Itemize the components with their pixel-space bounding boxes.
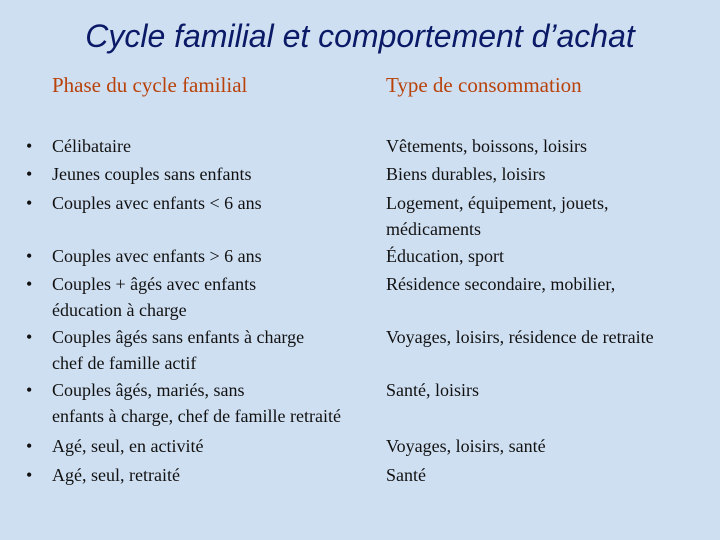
phase-item [26,271,256,323]
type-text: Santé [386,465,426,485]
phase-text: Jeunes couples sans enfants [52,164,252,184]
type-text: Biens durables, loisirs [386,164,546,184]
type-text: Résidence secondaire, mobilier, [386,274,616,294]
phase-text: Couples avec enfants < 6 ans [52,193,262,213]
phase-item [26,190,262,216]
type-text: Vêtements, boissons, loisirs [386,136,587,156]
phase-item [26,433,203,459]
phase-text: Couples + âgés avec enfants éducation à charge [52,274,257,320]
bullet-icon: • [26,193,33,213]
type-text: Voyages, loisirs, santé [386,436,546,456]
phase-text: Agé, seul, retraité [52,465,180,485]
phase-item [26,462,180,488]
bullet-icon: • [26,274,33,294]
phase-item [26,133,131,159]
phase-item [26,324,304,376]
phase-item [26,377,341,429]
type-text: Éducation, sport [386,246,504,266]
phase-item [26,243,262,269]
bullet-icon: • [26,465,33,485]
bullet-icon: • [26,327,33,347]
type-text: Logement, équipement, jouets, médicaments [386,193,609,239]
header-type: Type de consommation [386,73,582,97]
bullet-icon: • [26,246,33,266]
phase-text: Couples âgés sans enfants à charge chef de famille actif [52,327,305,373]
phase-text: Agé, seul, en activité [52,436,204,456]
type-text: Santé, loisirs [386,380,479,400]
bullet-icon: • [26,380,33,400]
bullet-icon: • [26,436,33,456]
phase-text: Célibataire [52,136,131,156]
bullet-icon: • [26,164,33,184]
bullet-icon: • [26,136,33,156]
slide-title: Cycle familial et comportement d’achat [85,18,635,54]
header-phase: Phase du cycle familial [52,73,248,97]
phase-item [26,161,251,187]
type-text: Voyages, loisirs, résidence de retraite [386,327,654,347]
phase-text: Couples âgés, mariés, sans enfants à charge, chef de famille retraité [52,380,342,426]
phase-text: Couples avec enfants > 6 ans [52,246,262,266]
